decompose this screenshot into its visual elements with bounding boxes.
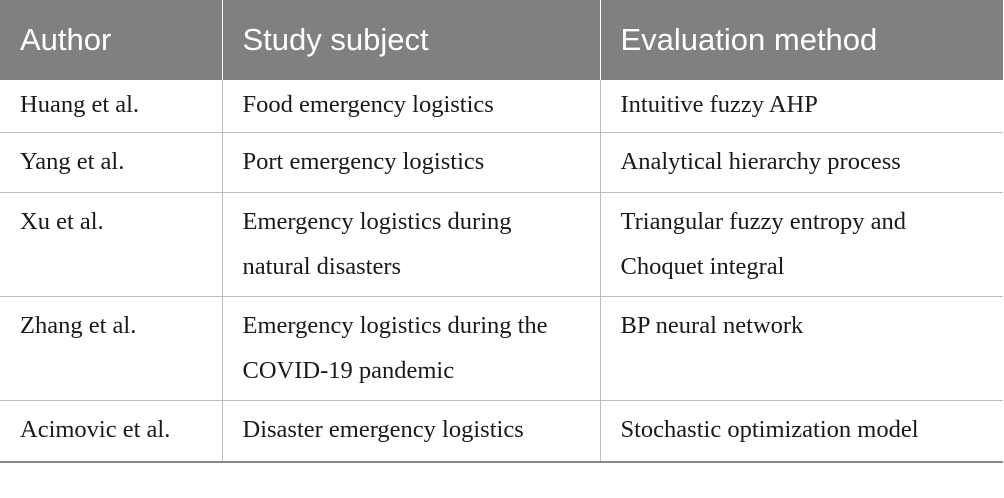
table-row <box>0 400 1003 462</box>
cell-subject: Food emergency logistics <box>222 80 600 132</box>
cell-method: Triangular fuzzy entropy and Choquet integral <box>600 192 1003 296</box>
cell-subject: Port emergency logistics <box>222 132 600 192</box>
cell-subject: Emergency logistics during the COVID-19 pandemic <box>222 296 600 400</box>
header-study-subject: Study subject <box>222 0 600 80</box>
cell-author: Huang et al. <box>0 80 222 132</box>
table-header <box>0 0 1003 80</box>
cell-author: Acimovic et al. <box>0 400 222 462</box>
cell-method: Analytical hierarchy process <box>600 132 1003 192</box>
header-author: Author <box>0 0 222 80</box>
cell-author: Zhang et al. <box>0 296 222 400</box>
cell-author: Yang et al. <box>0 132 222 192</box>
header-row <box>0 0 1003 80</box>
cell-method: Intuitive fuzzy AHP <box>600 80 1003 132</box>
header-evaluation-method: Evaluation method <box>600 0 1003 80</box>
cell-author: Xu et al. <box>0 192 222 296</box>
table-row <box>0 80 1003 132</box>
cell-subject: Disaster emergency logistics <box>222 400 600 462</box>
cell-method: Stochastic optimization model <box>600 400 1003 462</box>
cell-method: BP neural network <box>600 296 1003 400</box>
cell-subject: Emergency logistics during natural disasters <box>222 192 600 296</box>
table-row <box>0 296 1003 400</box>
table-row <box>0 132 1003 192</box>
table-row <box>0 192 1003 296</box>
table-body <box>0 80 1003 462</box>
